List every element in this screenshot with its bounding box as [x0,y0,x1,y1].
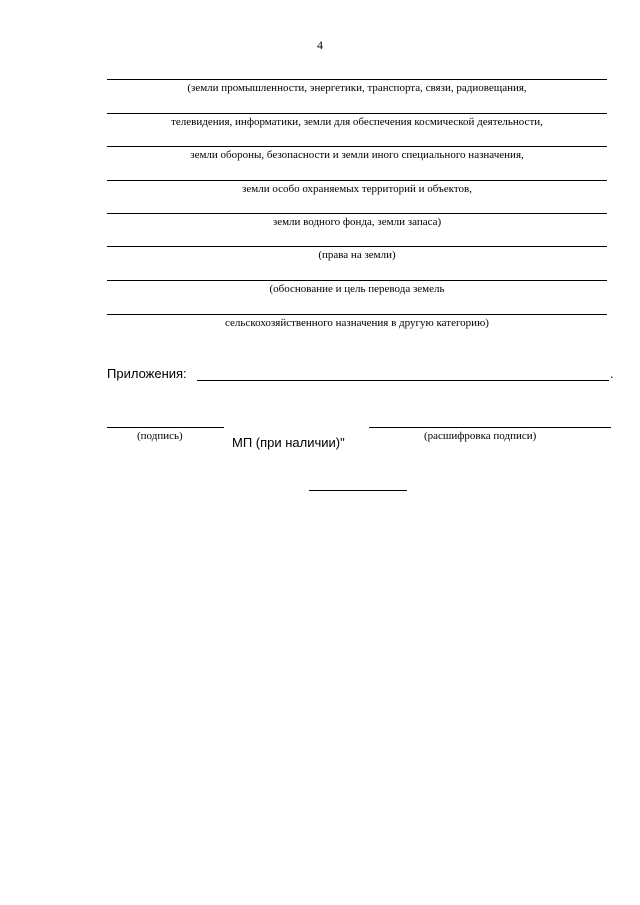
signature-caption: (подпись) [137,430,183,442]
form-caption: земли обороны, безопасности и земли иного специального назначения, [190,149,524,161]
form-rule [107,314,607,315]
seal-label: МП (при наличии)" [232,435,345,450]
form-rule [107,280,607,281]
signature-line [107,427,224,428]
form-caption: (права на земли) [318,249,396,261]
form-rule [107,213,607,214]
document-end-rule [309,490,407,491]
appendix-fill-line [197,380,609,381]
name-line [369,427,611,428]
form-rule [107,113,607,114]
form-caption: земли водного фонда, земли запаса) [272,216,442,228]
form-caption: телевидения, информатики, земли для обеспечения космической деятельности, [171,116,543,128]
form-caption: (обоснование и цель перевода земель [269,283,445,295]
form-rule [107,79,607,80]
appendix-end-mark: . [610,366,614,381]
appendix-label: Приложения: [107,366,187,381]
form-rule [107,146,607,147]
name-caption: (расшифровка подписи) [424,430,537,442]
form-caption: (земли промышленности, энергетики, транспорта, связи, радиовещания, [187,82,527,94]
page-number: 4 [317,38,323,52]
form-rule [107,180,607,181]
form-rule [107,246,607,247]
appendix-row [107,366,612,384]
form-caption: земли особо охраняемых территорий и объектов, [242,183,472,195]
form-caption: сельскохозяйственного назначения в другую категорию) [225,317,489,329]
